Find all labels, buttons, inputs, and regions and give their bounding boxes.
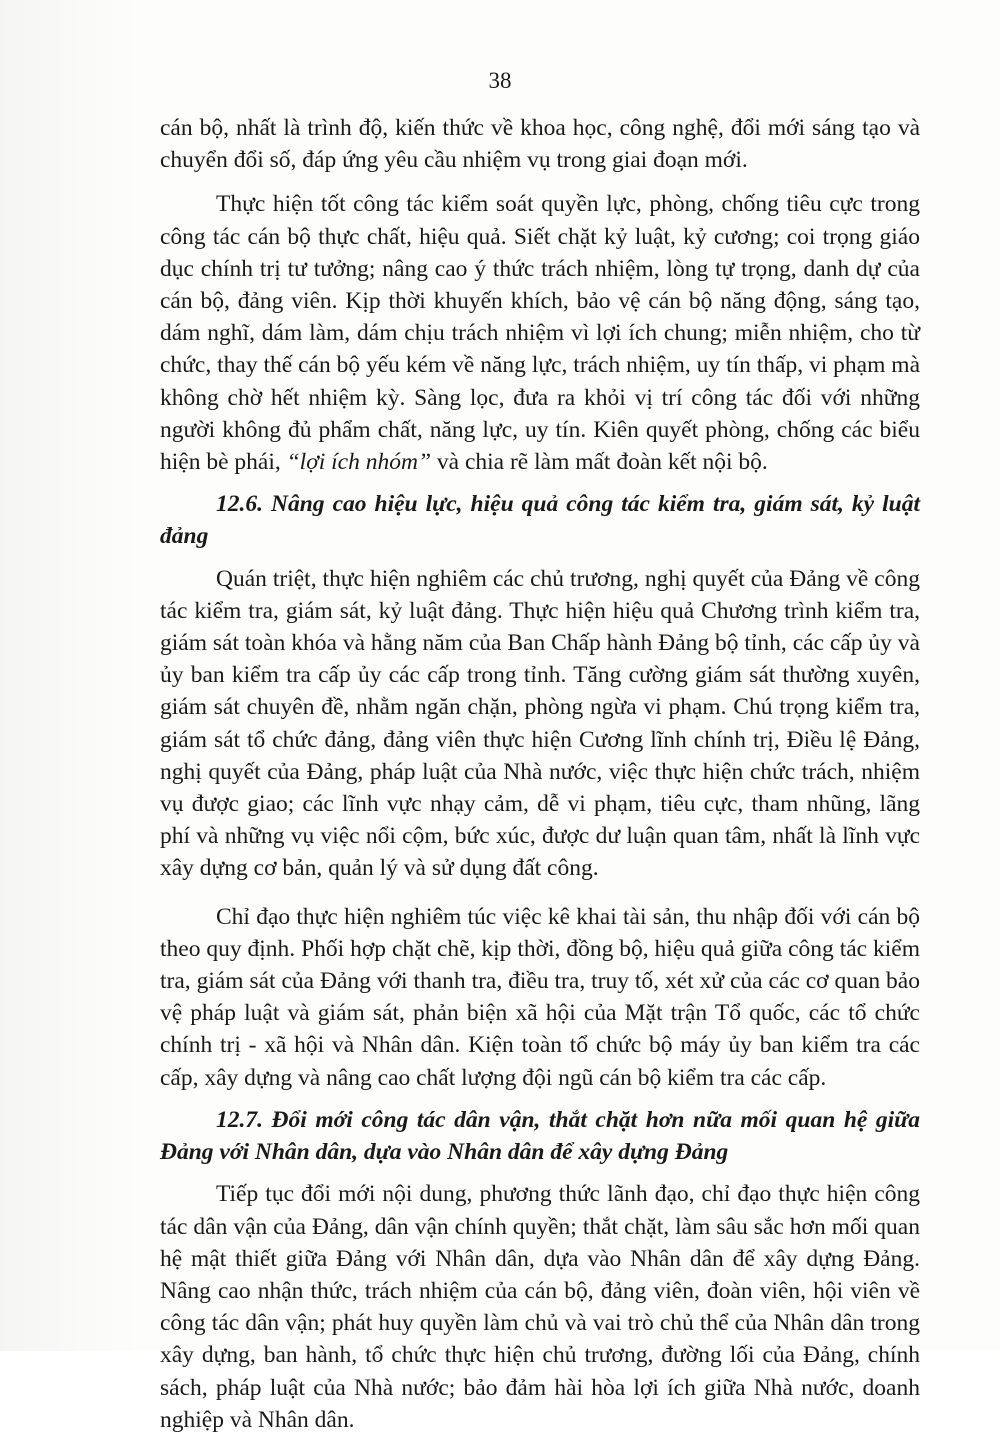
page-content (160, 112, 920, 1436)
quoted-term: “lợi ích nhóm” (286, 449, 432, 476)
paragraph-continuation: cán bộ, nhất là trình độ, kiến thức về khoa học, công nghệ, đổi mới sáng tạo và chuyển đổi số, đáp ứng yêu cầu nhiệm vụ trong giai đoạn mới. (160, 115, 920, 174)
paragraph-asset-declaration: Chỉ đạo thực hiện nghiêm túc việc kê khai tài sản, thu nhập đối với cán bộ theo quy định. Phối hợp chặt chẽ, kịp thời, đồng bộ, hiệu quả giữa công tác kiểm tra, giám sát của Đảng với thanh tra, điều tra, truy tố, xét xử của các cơ quan bảo vệ pháp luật và giám sát, phản biện xã hội của Mặt trận Tổ quốc, các tổ chức chính trị - xã hội và Nhân dân. Kiện toàn tổ chức bộ máy ủy ban kiểm tra các cấp, xây dựng và nâng cao chất lượng đội ngũ cán bộ kiểm tra các cấp. (160, 903, 920, 1091)
section-heading-12-7: 12.7. Đổi mới công tác dân vận, thắt chặt hơn nữa mối quan hệ giữa Đảng với Nhân dân, dựa vào Nhân dân để xây dựng Đảng (160, 1106, 920, 1166)
scan-shadow (0, 0, 140, 1351)
page-number: 38 (488, 68, 512, 93)
paragraph-text: Thực hiện tốt công tác kiểm soát quyền lực, phòng, chống tiêu cực trong công tác cán bộ thực chất, hiệu quả. Siết chặt kỷ luật, kỷ cương; coi trọng giáo dục chính trị tư tưởng; nâng cao ý thức trách nhiệm, lòng tự trọng, danh dự của cán bộ, đảng viên. Kịp thời khuyến khích, bảo vệ cán bộ năng động, sáng tạo, dám nghĩ, dám làm, dám chịu trách nhiệm vì lợi ích chung; miễn nhiệm, cho từ chức, thay thế cán bộ yếu kém về năng lực, trách nhiệm, uy tín thấp, vi phạm mà không chờ hết nhiệm kỳ. Sàng lọc, đưa ra khỏi vị trí công tác đối với những người không đủ phẩm chất, năng lực, uy tín. Kiên quyết phòng, chống các biểu hiện bè phái, (160, 191, 920, 476)
paragraph-inspection: Quán triệt, thực hiện nghiêm các chủ trương, nghị quyết của Đảng về công tác kiểm tra, giám sát, kỷ luật đảng. Thực hiện hiệu quả Chương trình kiểm tra, giám sát toàn khóa và hằng năm của Ban Chấp hành Đảng bộ tỉnh, các cấp ủy và ủy ban kiểm tra cấp ủy các cấp trong tỉnh. Tăng cường giám sát thường xuyên, giám sát chuyên đề, nhằm ngăn chặn, phòng ngừa vi phạm. Chú trọng kiểm tra, giám sát tổ chức đảng, đảng viên thực hiện Cương lĩnh chính trị, Điều lệ Đảng, nghị quyết của Đảng, pháp luật của Nhà nước, việc thực hiện chức trách, nhiệm vụ được giao; các lĩnh vực nhạy cảm, dễ vi phạm, tiêu cực, tham nhũng, lãng phí và những vụ việc nổi cộm, bức xúc, được dư luận quan tâm, nhất là lĩnh vực xây dựng cơ bản, quản lý và sử dụng đất công. (160, 565, 920, 882)
paragraph-power-control (160, 188, 920, 478)
paragraph-mass-mobilization: Tiếp tục đổi mới nội dung, phương thức lãnh đạo, chỉ đạo thực hiện công tác dân vận của Đảng, dân vận chính quyền; thắt chặt, làm sâu sắc hơn mối quan hệ mật thiết giữa Đảng với Nhân dân, dựa vào Nhân dân để xây dựng Đảng. Nâng cao nhận thức, trách nhiệm của cán bộ, đảng viên, đoàn viên, hội viên về công tác dân vận; phát huy quyền làm chủ và vai trò chủ thể của Nhân dân trong xây dựng, ban hành, tổ chức thực hiện chủ trương, đường lối của Đảng, chính sách, pháp luật của Nhà nước; bảo đảm hài hòa lợi ích giữa Nhà nước, doanh nghiệp và Nhân dân. (160, 1181, 920, 1433)
section-heading-12-6: 12.6. Nâng cao hiệu lực, hiệu quả công tác kiểm tra, giám sát, kỷ luật đảng (160, 491, 920, 550)
paragraph-text-end: và chia rẽ làm mất đoàn kết nội bộ. (431, 449, 768, 476)
